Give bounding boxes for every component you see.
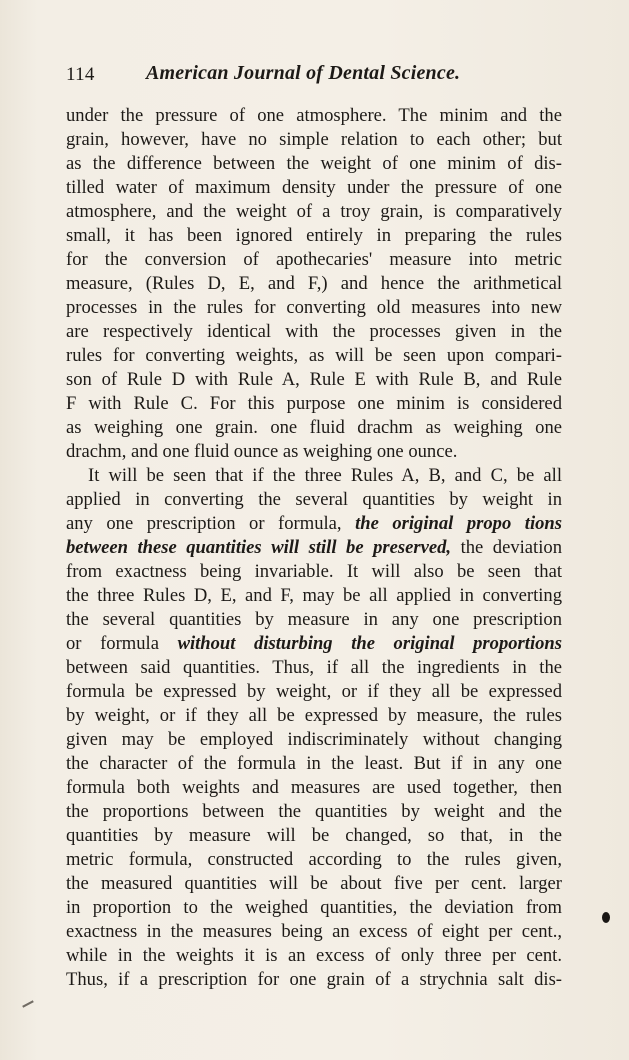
text-line: for the conversion of apothecaries' measure into metric <box>66 249 562 270</box>
text-line: grain, however, have no simple relation to each other; but <box>66 129 562 150</box>
text-line: drachm, and one fluid ounce as weighing one ounce. <box>66 441 458 462</box>
page-header <box>66 62 562 92</box>
text-line: formula both weights and measures are used together, then <box>66 777 562 798</box>
text-span: the deviation <box>451 537 562 558</box>
page-number: 114 <box>66 64 95 85</box>
text-line: Thus, if a prescription for one grain of a strychnia salt dis- <box>66 969 562 990</box>
text-span: any one prescription or formula, <box>66 513 356 534</box>
text-line: measure, (Rules D, E, and F,) and hence the arithmetical <box>66 273 562 294</box>
text-line: atmosphere, and the weight of a troy grain, is comparatively <box>66 201 562 222</box>
text-span: or formula <box>66 633 178 654</box>
text-line <box>66 512 562 536</box>
text-line: the character of the formula in the least. But if in any one <box>66 753 562 774</box>
running-head: American Journal of Dental Science. <box>146 62 461 84</box>
ink-spot-mark <box>602 912 610 923</box>
text-line: from exactness being invariable. It will also be seen that <box>66 561 562 582</box>
text-line <box>66 536 562 560</box>
text-line: small, it has been ignored entirely in preparing the rules <box>66 225 562 246</box>
text-line: in proportion to the weighed quantities, the deviation from <box>66 897 562 918</box>
emphasis-span: the original propo tions <box>355 513 562 534</box>
text-line: are respectively identical with the processes given in the <box>66 321 562 342</box>
text-line: under the pressure of one atmosphere. The minim and the <box>66 105 562 126</box>
text-line: between said quantities. Thus, if all the ingredients in the <box>66 657 562 678</box>
text-line: son of Rule D with Rule A, Rule E with Rule B, and Rule <box>66 369 562 390</box>
emphasis-span: without disturbing the original proportions <box>177 633 562 654</box>
text-line: the proportions between the quantities by weight and the <box>66 801 562 822</box>
text-line: applied in converting the several quantities by weight in <box>66 489 562 510</box>
text-line: formula be expressed by weight, or if they all be expressed <box>66 681 562 702</box>
text-line: tilled water of maximum density under the pressure of one <box>66 177 562 198</box>
text-line: as weighing one grain. one fluid drachm as weighing one <box>66 417 562 438</box>
pencil-mark <box>22 1000 34 1007</box>
text-line: while in the weights it is an excess of only three per cent. <box>66 945 562 966</box>
text-line: the three Rules D, E, and F, may be all applied in converting <box>66 585 562 606</box>
text-line <box>66 632 562 656</box>
paragraph-start-line: It will be seen that if the three Rules A, B, and C, be all <box>88 465 562 486</box>
text-line: F with Rule C. For this purpose one minim is considered <box>66 393 562 414</box>
body-text <box>66 104 562 992</box>
text-line: as the difference between the weight of one minim of dis- <box>66 153 562 174</box>
text-line: metric formula, constructed according to the rules given, <box>66 849 562 870</box>
emphasis-span: between these quantities will still be preserved, <box>66 537 452 558</box>
text-line: processes in the rules for converting old measures into new <box>66 297 562 318</box>
text-line: given may be employed indiscriminately without changing <box>66 729 562 750</box>
text-line: the measured quantities will be about five per cent. larger <box>66 873 562 894</box>
text-line: quantities by measure will be changed, so that, in the <box>66 825 562 846</box>
text-line: by weight, or if they all be expressed by measure, the rules <box>66 705 562 726</box>
text-line: exactness in the measures being an excess of eight per cent., <box>66 921 562 942</box>
text-line: rules for converting weights, as will be seen upon compari- <box>66 345 562 366</box>
text-line: the several quantities by measure in any one prescription <box>66 609 562 630</box>
